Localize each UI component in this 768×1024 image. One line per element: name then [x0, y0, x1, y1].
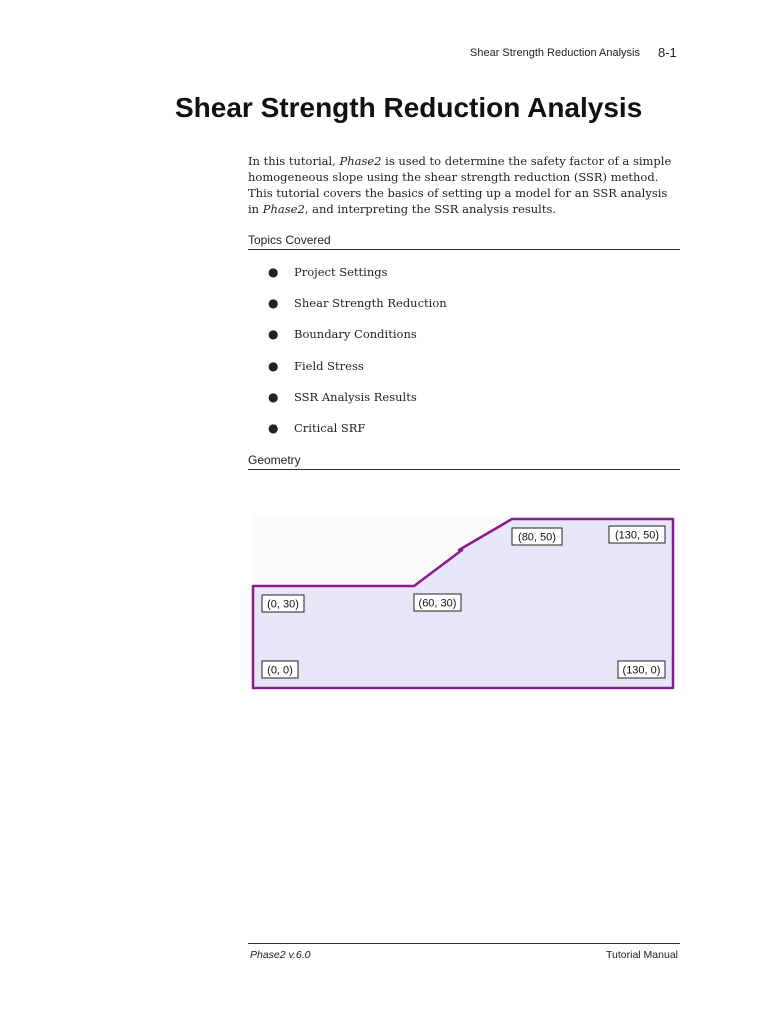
- program-name: Phase2: [262, 202, 305, 216]
- intro-text-3: , and interpreting the SSR analysis results.: [304, 202, 557, 216]
- list-item: [268, 264, 447, 295]
- bullet-icon: ●: [268, 265, 279, 279]
- topic-label: Shear Strength Reduction: [294, 296, 447, 311]
- vertex-label-60-30: [414, 594, 461, 611]
- vertex-label-130-0: [618, 661, 665, 678]
- list-item: [268, 420, 447, 451]
- vertex-label-80-50: [512, 528, 562, 545]
- svg-text:(0, 0): (0, 0): [267, 664, 293, 677]
- list-item: [268, 358, 447, 389]
- geometry-heading: Geometry: [248, 453, 680, 470]
- list-item: [268, 295, 447, 326]
- footer-version: Phase2 v.6.0: [250, 949, 311, 961]
- running-header-title: Shear Strength Reduction Analysis: [470, 47, 640, 59]
- vertex-label-130-50: [609, 526, 665, 543]
- svg-text:(80, 50): (80, 50): [518, 531, 556, 544]
- topics-heading: Topics Covered: [248, 233, 680, 250]
- bullet-icon: ●: [268, 420, 279, 435]
- list-item: [268, 389, 447, 420]
- topic-label: Project Settings: [294, 265, 388, 279]
- svg-text:(130, 0): (130, 0): [622, 664, 661, 677]
- slope-geometry-figure: [248, 512, 678, 692]
- footer-manual-name: Tutorial Manual: [606, 949, 678, 961]
- bullet-icon: ●: [268, 358, 279, 373]
- topic-label: Field Stress: [294, 358, 364, 373]
- bullet-icon: ●: [268, 389, 279, 404]
- list-item: [268, 326, 447, 357]
- bullet-icon: ●: [268, 327, 279, 342]
- svg-text:(60, 30): (60, 30): [418, 597, 457, 610]
- intro-paragraph: [248, 153, 678, 217]
- topic-label: SSR Analysis Results: [294, 389, 417, 404]
- bullet-icon: ●: [268, 296, 279, 311]
- page-title: Shear Strength Reduction Analysis: [175, 92, 643, 123]
- footer-rule: [248, 943, 680, 944]
- running-header-page-number: 8-1: [658, 45, 677, 60]
- intro-text-1: In this tutorial,: [248, 154, 340, 168]
- topic-label: Critical SRF: [294, 420, 366, 435]
- vertex-label-0-0: [262, 661, 298, 678]
- topic-label: Boundary Conditions: [294, 327, 417, 342]
- program-name: Phase2: [339, 154, 382, 168]
- topics-list: [268, 264, 447, 451]
- intro-text-2: is used to determine the safety factor of a simple homogeneous slope using the shear strength reduction (SSR) method. This tutorial covers the basics of setting up a model for an SSR analysis in: [248, 154, 672, 216]
- vertex-label-0-30: [262, 595, 304, 612]
- svg-text:(0, 30): (0, 30): [267, 598, 299, 611]
- svg-text:(130, 50): (130, 50): [614, 529, 660, 542]
